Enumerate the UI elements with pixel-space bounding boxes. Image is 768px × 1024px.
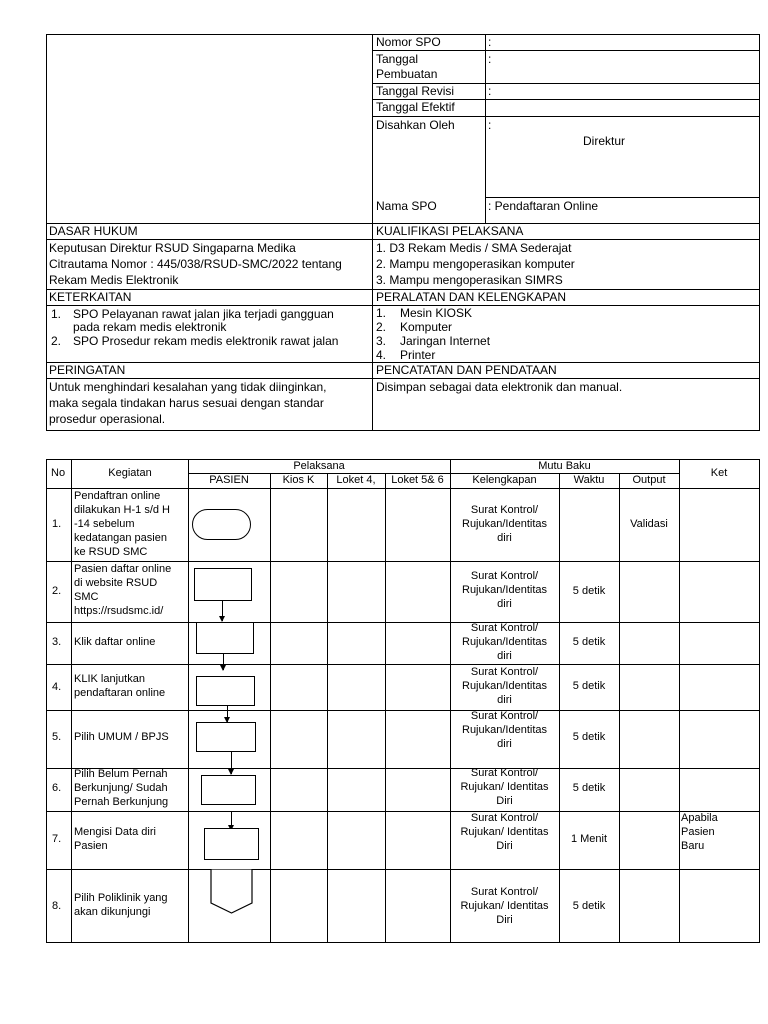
kelengkapan-line: diri [497, 650, 512, 662]
kelengkapan-line: diri [497, 738, 512, 750]
nomor-spo-value: : [488, 35, 492, 49]
waktu-value: 5 detik [572, 636, 606, 648]
kegiatan-line: di website RSUD [74, 577, 158, 589]
kegiatan-line: Pilih Belum Pernah [74, 768, 168, 780]
kelengkapan-line: diri [497, 694, 512, 706]
kegiatan-line: ke RSUD SMC [74, 546, 148, 558]
kelengkapan-line: diri [497, 532, 512, 544]
kelengkapan-line: Surat Kontrol/ [470, 812, 539, 824]
pencatatan-text: Disimpan sebagai data elektronik dan manual. [376, 380, 623, 394]
tanggal-pembuatan-label: Tanggal [376, 52, 419, 66]
disahkan-label: Disahkan Oleh [376, 118, 455, 132]
process-box [201, 775, 256, 805]
kelengkapan-line: Rujukan/ Identitas [460, 900, 549, 912]
row-number: 3. [52, 636, 62, 648]
process-box [196, 676, 255, 706]
peralatan-title: PERALATAN DAN KELENGKAPAN [376, 290, 567, 304]
keterkaitan-line: pada rekam medis elektronik [73, 320, 227, 334]
tanggal-pembuatan-label-2: Pembuatan [376, 67, 438, 81]
process-box [196, 622, 254, 654]
process-box [204, 828, 259, 860]
peralatan-num: 4. [376, 348, 387, 362]
ket-line: Apabila [681, 812, 718, 824]
kelengkapan-line: Surat Kontrol/ [470, 886, 539, 898]
row-number: 1. [52, 518, 62, 530]
waktu-value: 5 detik [572, 585, 606, 597]
process-box [194, 568, 252, 601]
peralatan-num: 3. [376, 334, 387, 348]
waktu-value: 1 Menit [570, 833, 608, 845]
kelengkapan-line: Surat Kontrol/ [470, 666, 539, 678]
kelengkapan-line: Rujukan/Identitas [462, 636, 547, 648]
keterkaitan-title: KETERKAITAN [49, 290, 132, 304]
col-output: Output [632, 474, 666, 486]
kegiatan-line: Pasien [74, 840, 108, 852]
kelengkapan-line: Rujukan/Identitas [462, 724, 547, 736]
kegiatan-line: Klik daftar online [74, 636, 156, 648]
disahkan-value: : [488, 118, 492, 132]
kegiatan-line: Mengisi Data diri [74, 826, 156, 838]
kelengkapan-line: Surat Kontrol/ [470, 767, 539, 779]
tanggal-pembuatan-value: : [488, 52, 492, 66]
tanggal-efektif-label: Tanggal Efektif [376, 100, 455, 114]
row-number: 5. [52, 731, 62, 743]
waktu-value: 5 detik [572, 680, 606, 692]
process-box [196, 722, 256, 752]
kelengkapan-line: Surat Kontrol/ [470, 504, 539, 516]
kegiatan-line: Pasien daftar online [74, 563, 172, 575]
kualifikasi-title: KUALIFIKASI PELAKSANA [376, 224, 524, 238]
kualifikasi-line: 3. Mampu mengoperasikan SIMRS [376, 273, 563, 287]
peralatan-item: Komputer [400, 320, 453, 334]
row-number: 8. [52, 900, 62, 912]
output-value: Validasi [630, 518, 668, 530]
kegiatan-line: Pilih Poliklinik yang [74, 892, 168, 904]
kegiatan-line: -14 sebelum [74, 518, 135, 530]
kelengkapan-line: Rujukan/ Identitas [460, 781, 549, 793]
col-loket-56: Loket 5& 6 [391, 474, 444, 486]
nomor-spo-label: Nomor SPO [376, 35, 441, 49]
terminator-shape [192, 509, 251, 540]
kegiatan-line: pendaftaran online [74, 687, 166, 699]
dasar-hukum-line: Rekam Medis Elektronik [49, 273, 179, 287]
keterkaitan-line: SPO Pelayanan rawat jalan jika terjadi gangguan [73, 307, 334, 321]
kegiatan-line: Berkunjung/ Sudah [74, 782, 168, 794]
kelengkapan-line: Surat Kontrol/ [470, 622, 539, 634]
row-number: 6. [52, 782, 62, 794]
col-ket: Ket [710, 467, 728, 479]
row-number: 4. [52, 681, 62, 693]
peringatan-line: Untuk menghindari kesalahan yang tidak diinginkan, [49, 380, 327, 394]
arrow-down-icon [222, 601, 223, 621]
kelengkapan-line: Diri [496, 840, 513, 852]
kelengkapan-line: Diri [496, 914, 513, 926]
direktur-label: Direktur [583, 134, 626, 148]
kualifikasi-line: 1. D3 Rekam Medis / SMA Sederajat [376, 241, 572, 255]
kegiatan-line: KLIK lanjutkan [74, 673, 145, 685]
peralatan-num: 1. [376, 306, 387, 320]
waktu-value: 5 detik [572, 782, 606, 794]
arrow-down-icon [231, 752, 232, 774]
keterkaitan-num: 2. [51, 334, 62, 348]
pencatatan-title: PENCATATAN DAN PENDATAAN [376, 363, 557, 377]
row-number: 7. [52, 833, 62, 845]
kegiatan-line: SMC [74, 591, 99, 603]
col-waktu: Waktu [573, 474, 605, 486]
ket-line: Pasien [681, 826, 715, 838]
kelengkapan-line: Rujukan/Identitas [462, 680, 547, 692]
kualifikasi-line: 2. Mampu mengoperasikan komputer [376, 257, 575, 271]
kelengkapan-line: diri [497, 598, 512, 610]
dasar-hukum-line: Keputusan Direktur RSUD Singaparna Medika [49, 241, 296, 255]
kelengkapan-line: Surat Kontrol/ [470, 710, 539, 722]
keterkaitan-line: SPO Prosedur rekam medis elektronik rawat jalan [73, 334, 339, 348]
tanggal-revisi-value: : [488, 84, 492, 98]
ket-line: Baru [681, 840, 705, 852]
kegiatan-line: akan dikunjungi [74, 906, 151, 918]
kegiatan-line: dilakukan H-1 s/d H [74, 504, 170, 516]
offpage-connector-shape [210, 869, 254, 914]
kelengkapan-line: Diri [496, 795, 513, 807]
arrow-down-icon [227, 706, 228, 722]
kegiatan-line: Pilih UMUM / BPJS [74, 731, 169, 743]
peralatan-item: Mesin KIOSK [400, 306, 473, 320]
waktu-value: 5 detik [572, 731, 606, 743]
row-number: 2. [52, 585, 62, 597]
dasar-hukum-title: DASAR HUKUM [49, 224, 138, 238]
col-mutu-baku: Mutu Baku [538, 460, 591, 472]
col-loket-4: Loket 4, [336, 474, 376, 486]
col-pasien: PASIEN [209, 474, 249, 486]
kelengkapan-line: Rujukan/ Identitas [460, 826, 549, 838]
peringatan-line: prosedur operasional. [49, 412, 166, 426]
col-kelengkapan: Kelengkapan [472, 474, 537, 486]
kelengkapan-line: Rujukan/Identitas [462, 584, 547, 596]
tanggal-revisi-label: Tanggal Revisi [376, 84, 455, 98]
kelengkapan-line: Surat Kontrol/ [470, 570, 539, 582]
keterkaitan-num: 1. [51, 307, 62, 321]
kelengkapan-line: Rujukan/Identitas [462, 518, 547, 530]
peralatan-item: Jaringan Internet [400, 334, 491, 348]
peralatan-num: 2. [376, 320, 387, 334]
peralatan-item: Printer [400, 348, 436, 362]
peringatan-title: PERINGATAN [49, 363, 126, 377]
col-pelaksana: Pelaksana [293, 460, 345, 472]
dasar-hukum-line: Citrautama Nomor : 445/038/RSUD-SMC/2022 tentang [49, 257, 342, 271]
kegiatan-line: kedatangan pasien [74, 532, 167, 544]
col-kegiatan: Kegiatan [108, 467, 152, 479]
kegiatan-line: Pendaftran online [74, 490, 161, 502]
kegiatan-line: Pernah Berkunjung [74, 796, 169, 808]
nama-spo-label: Nama SPO [376, 199, 437, 213]
nama-spo-value: : Pendaftaran Online [488, 199, 599, 213]
col-kios-k: Kios K [282, 474, 315, 486]
waktu-value: 5 detik [572, 900, 606, 912]
col-no: No [51, 467, 66, 479]
kegiatan-line: https://rsudsmc.id/ [74, 605, 164, 617]
arrow-down-icon [223, 654, 224, 670]
peringatan-line: maka segala tindakan harus sesuai dengan standar [49, 396, 324, 410]
